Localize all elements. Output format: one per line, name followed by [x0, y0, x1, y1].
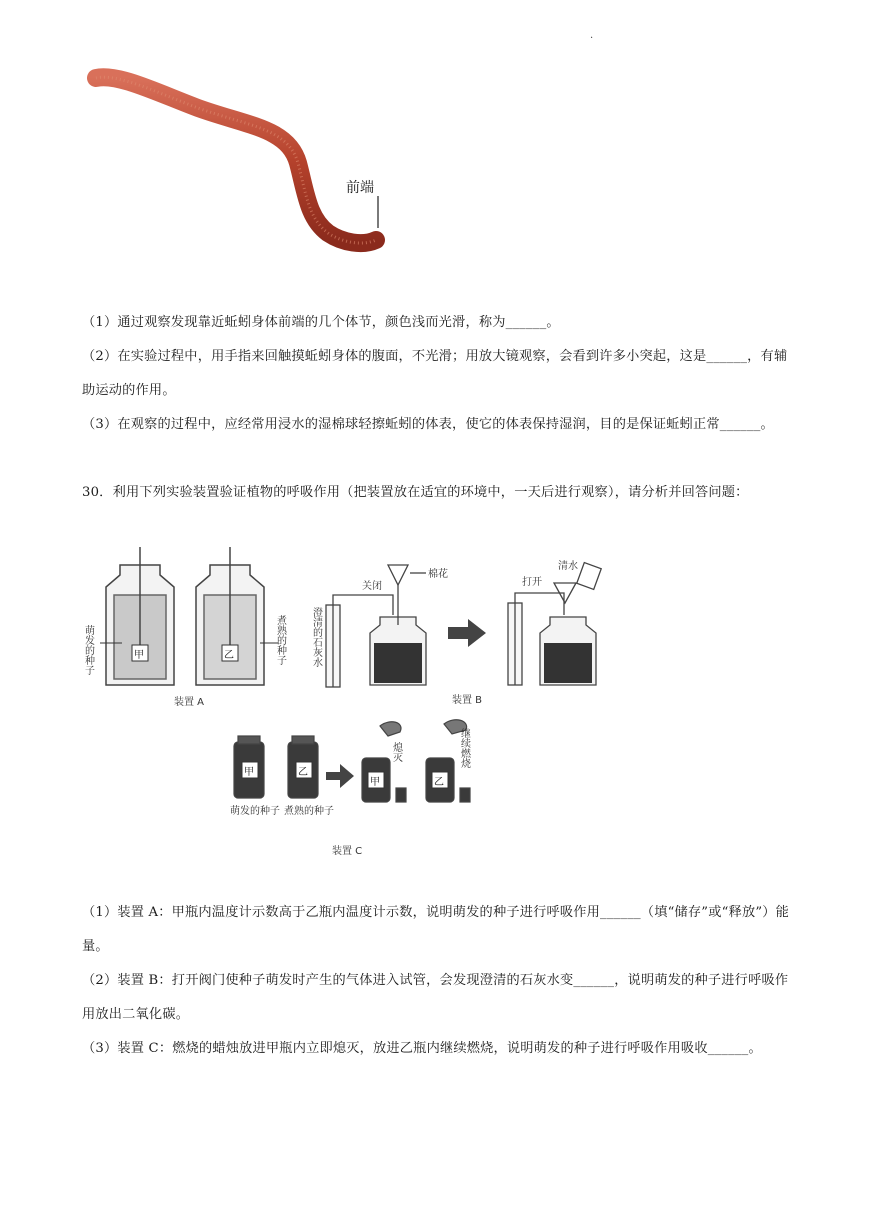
cotton-label: 棉花: [428, 569, 448, 580]
caption-c: 装置 C: [332, 846, 363, 857]
c-jar-jia-label: 甲: [244, 767, 254, 778]
q30-part2: （2）装置 B：打开阀门使种子萌发时产生的气体进入试管，会发现澄清的石灰水变______，说明萌发的种子进行呼吸作用放出二氧化碳。: [82, 973, 789, 1022]
c-jar-jia-label-2: 甲: [370, 777, 380, 788]
water-label: 清水: [558, 561, 578, 572]
c-jar-yi-label-2: 乙: [434, 777, 444, 788]
valve-closed-label: 关闭: [362, 581, 382, 592]
limewater-label: 澄清的石灰水: [310, 607, 322, 667]
germinating-seeds-label: 萌发的种子: [82, 625, 94, 675]
jar-jia-label: 甲: [134, 650, 144, 661]
caption-b: 装置 B: [452, 695, 483, 706]
c-cooked-label: 煮熟的种子: [284, 806, 334, 817]
c-jar-yi-label: 乙: [298, 767, 308, 778]
valve-open-label: 打开: [522, 577, 542, 588]
apparatus-c-figure: [220, 718, 490, 860]
caption-a: 装置 A: [174, 697, 205, 708]
q29-part1: （1）通过观察发现靠近蚯蚓身体前端的几个体节，颜色浅而光滑，称为______。: [82, 315, 560, 330]
apparatus-a-figure: [82, 545, 302, 710]
extinguish-label: 熄灭: [390, 742, 402, 762]
jar-yi-label: 乙: [224, 650, 234, 661]
earthworm-figure: [88, 68, 388, 268]
cooked-seeds-label: 煮熟的种子: [274, 615, 286, 665]
q29-part2: （2）在实验过程中，用手指来回触摸蚯蚓身体的腹面，不光滑；用放大镜观察，会看到许多小突起，这是______，有辅助运动的作用。: [82, 349, 788, 398]
c-germinating-label: 萌发的种子: [230, 806, 280, 817]
page-mark: .: [590, 30, 594, 41]
q30-stem: 30．利用下列实验装置验证植物的呼吸作用（把装置放在适宜的环境中，一天后进行观察），请分析并回答问题：: [82, 485, 749, 500]
q30-part1: （1）装置 A：甲瓶内温度计示数高于乙瓶内温度计示数，说明萌发的种子进行呼吸作用______（填“储存”或“释放”）能量。: [82, 905, 790, 954]
q30-part3: （3）装置 C：燃烧的蜡烛放进甲瓶内立即熄灭，放进乙瓶内继续燃烧，说明萌发的种子进行呼吸作用吸收______。: [82, 1041, 762, 1056]
apparatus-b-figure: [310, 555, 603, 710]
q29-part3: （3）在观察的过程中，应经常用浸水的湿棉球轻擦蚯蚓的体表，使它的体表保持湿润，目的是保证蚯蚓正常______。: [82, 417, 774, 432]
continue-burning-label: 继续燃烧: [458, 728, 470, 768]
front-label: 前端: [346, 180, 374, 196]
